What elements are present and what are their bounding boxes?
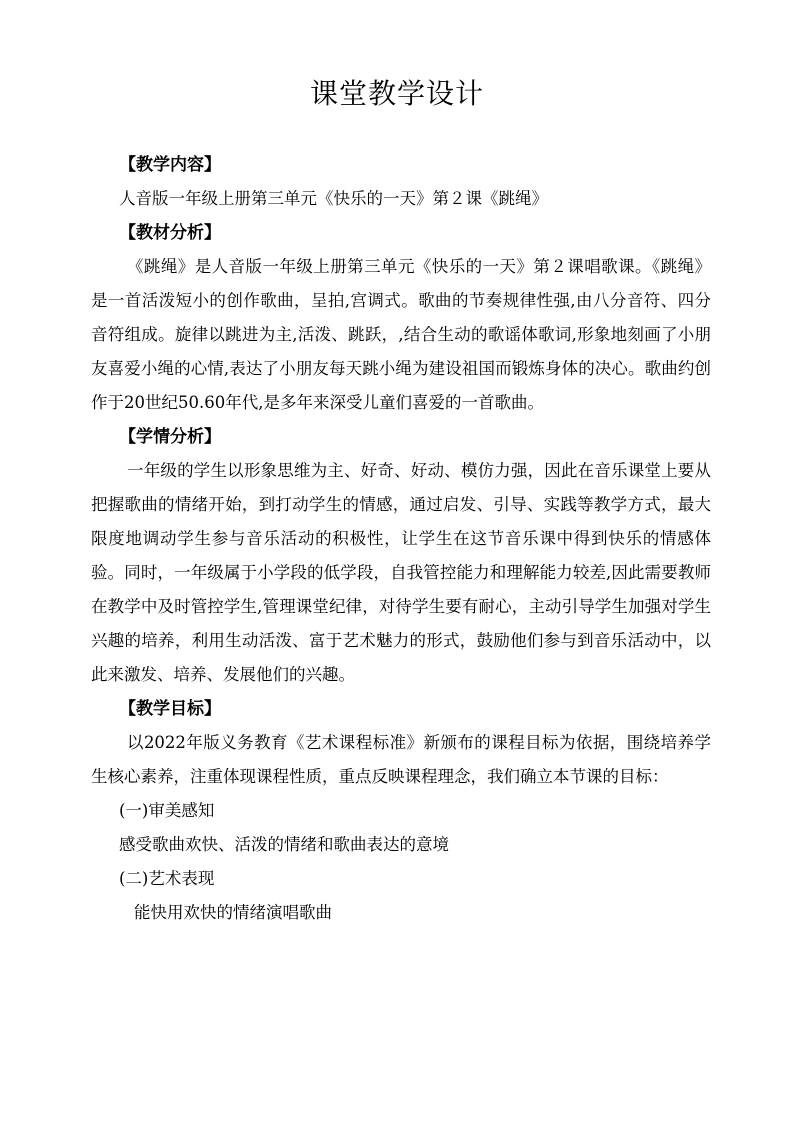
goal-label-aesthetic: (一)审美感知	[119, 801, 215, 820]
section-heading-student-analysis: 【学情分析】	[119, 427, 221, 447]
teaching-content-text: 人音版一年级上册第三单元《快乐的一天》第２课《跳绳》	[119, 189, 548, 208]
section-heading-material-analysis: 【教材分析】	[119, 223, 221, 243]
section-heading-teaching-goals: 【教学目标】	[119, 699, 221, 719]
goal-text-aesthetic: 感受歌曲欢快、活泼的情绪和歌曲表达的意境	[119, 835, 449, 854]
teaching-goals-paragraph: 以2022年版义务教育《艺术课程标准》新颁布的课程目标为依据，围绕培养学生核心素养，注重体现课程性质，重点反映课程理念，我们确立本节课的目标：	[91, 733, 711, 786]
material-analysis-paragraph: 《跳绳》是人音版一年级上册第三单元《快乐的一天》第２课唱歌课。《跳绳》是一首活泼短小的创作歌曲，呈拍,宫调式。歌曲的节奏规律性强,由八分音符、四分音符组成。旋律以跳进为主,活泼、跳跃，,结合生动的歌谣体歌词,形象地刻画了小朋友喜爱小绳的心情,表达了小朋友每天跳小绳为建设祖国而锻炼身体的决心。歌曲约创作于20世纪50.60年代,是多年来深受儿童们喜爱的一首歌曲。	[91, 257, 711, 412]
page-title: 课堂教学设计	[309, 77, 484, 110]
student-analysis-paragraph: 一年级的学生以形象思维为主、好奇、好动、模仿力强，因此在音乐课堂上要从把握歌曲的情绪开始，到打动学生的情感，通过启发、引导、实践等教学方式，最大限度地调动学生参与音乐活动的积极性，让学生在这节音乐课中得到快乐的情感体验。同时，一年级属于小学段的低学段，自我管控能力和理解能力较差,因此需要教师在教学中及时管控学生,管理课堂纪律，对待学生要有耐心，主动引导学生加强对学生兴趣的培养，利用生动活泼、富于艺术魅力的形式，鼓励他们参与到音乐活动中，以此来激发、培养、发展他们的兴趣。	[91, 461, 711, 684]
goal-label-performance: (二)艺术表现	[119, 869, 215, 888]
document-body	[91, 148, 711, 930]
goal-text-performance: 能快用欢快的情绪演唱歌曲	[134, 903, 332, 922]
section-heading-teaching-content: 【教学内容】	[119, 155, 221, 175]
